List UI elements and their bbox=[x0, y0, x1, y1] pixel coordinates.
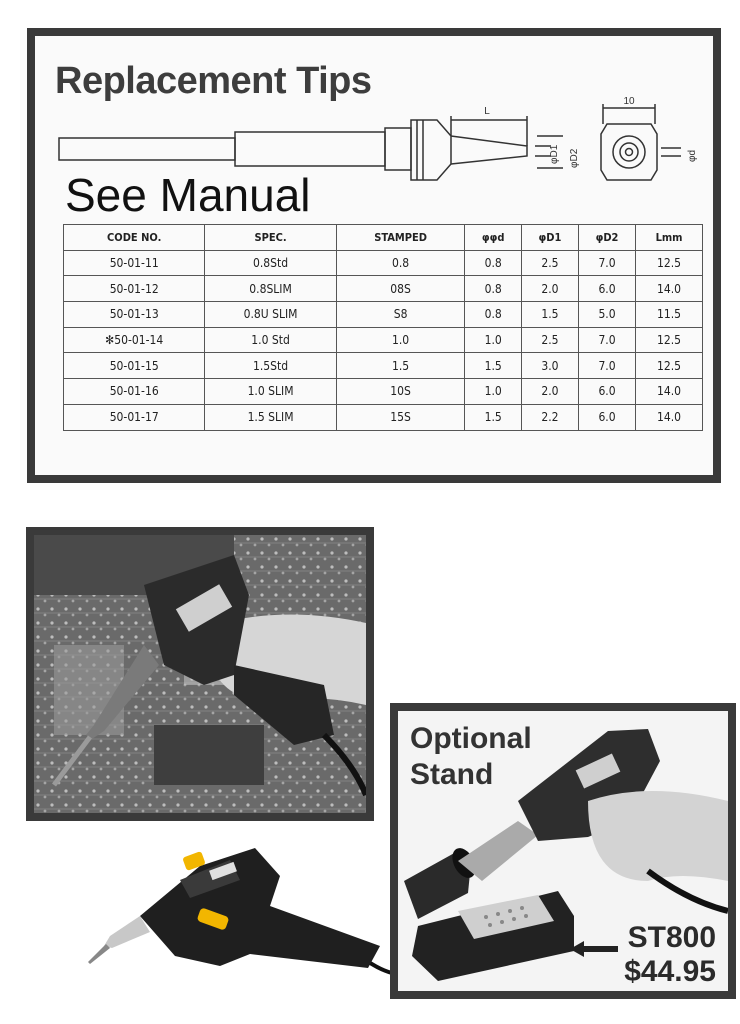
table-row bbox=[64, 379, 703, 405]
table-cell: 50-01-12 bbox=[64, 276, 205, 302]
desoldering-photo-illustration bbox=[34, 535, 366, 813]
table-row bbox=[64, 276, 703, 302]
table-header-cell: CODE NO. bbox=[64, 225, 205, 251]
replacement-tips-title: Replacement Tips bbox=[55, 60, 372, 102]
table-cell: 14.0 bbox=[636, 404, 703, 430]
see-manual-text: See Manual bbox=[65, 169, 311, 221]
tip-spec-table bbox=[63, 224, 703, 431]
arrow-left-icon bbox=[570, 939, 618, 959]
table-header-cell: φD2 bbox=[578, 225, 635, 251]
table-header-cell: φφd bbox=[465, 225, 521, 251]
table-cell: 1.0 SLIM bbox=[205, 379, 336, 405]
table-cell: 11.5 bbox=[636, 302, 703, 328]
table-cell: 0.8Std bbox=[205, 250, 336, 276]
replacement-tips-panel bbox=[27, 28, 721, 483]
table-header-cell: SPEC. bbox=[205, 225, 336, 251]
dim-l-label: L bbox=[484, 106, 490, 117]
table-cell: 1.5 bbox=[465, 404, 521, 430]
table-row bbox=[64, 302, 703, 328]
table-header-row bbox=[64, 225, 703, 251]
table-cell: 1.0 bbox=[465, 379, 521, 405]
desoldering-gun-image bbox=[80, 836, 400, 996]
desoldering-photo bbox=[26, 527, 374, 821]
dim-10-label: 10 bbox=[623, 96, 635, 107]
model-number: ST800 bbox=[627, 921, 716, 954]
table-cell: 0.8 bbox=[465, 250, 521, 276]
table-cell: 0.8SLIM bbox=[205, 276, 336, 302]
table-cell: 0.8U SLIM bbox=[205, 302, 336, 328]
table-cell: 0.8 bbox=[336, 250, 465, 276]
table-row bbox=[64, 250, 703, 276]
table-cell: 12.5 bbox=[636, 353, 703, 379]
dim-d-label: φd bbox=[687, 149, 698, 162]
table-cell: 7.0 bbox=[578, 353, 635, 379]
dim-d1-label: φD1 bbox=[549, 144, 560, 164]
table-cell: 2.5 bbox=[521, 327, 578, 353]
table-cell: 6.0 bbox=[578, 276, 635, 302]
table-cell: 1.5 bbox=[465, 353, 521, 379]
table-cell: 2.2 bbox=[521, 404, 578, 430]
table-cell: 2.0 bbox=[521, 276, 578, 302]
price-box bbox=[624, 921, 716, 989]
price: $44.95 bbox=[624, 955, 716, 988]
table-header-cell: Lmm bbox=[636, 225, 703, 251]
table-cell: 1.5 bbox=[336, 353, 465, 379]
table-cell: 1.0 Std bbox=[205, 327, 336, 353]
table-cell: 3.0 bbox=[521, 353, 578, 379]
table-cell: 1.5Std bbox=[205, 353, 336, 379]
table-cell: S8 bbox=[336, 302, 465, 328]
table-row bbox=[64, 327, 703, 353]
table-cell: 0.8 bbox=[465, 302, 521, 328]
table-cell: 50-01-11 bbox=[64, 250, 205, 276]
table-cell: 15S bbox=[336, 404, 465, 430]
table-cell: 50-01-13 bbox=[64, 302, 205, 328]
table-cell: 2.0 bbox=[521, 379, 578, 405]
table-cell: 12.5 bbox=[636, 250, 703, 276]
table-cell: ✻50-01-14 bbox=[64, 327, 205, 353]
table-cell: 0.8 bbox=[465, 276, 521, 302]
stand-text: Stand bbox=[410, 758, 494, 791]
table-cell: 1.5 bbox=[521, 302, 578, 328]
table-cell: 50-01-15 bbox=[64, 353, 205, 379]
optional-stand-label bbox=[410, 721, 570, 793]
table-cell: 6.0 bbox=[578, 379, 635, 405]
table-cell: 12.5 bbox=[636, 327, 703, 353]
optional-stand-panel bbox=[390, 703, 736, 999]
table-cell: 1.5 SLIM bbox=[205, 404, 336, 430]
table-cell: 50-01-17 bbox=[64, 404, 205, 430]
table-cell: 14.0 bbox=[636, 379, 703, 405]
table-cell: 2.5 bbox=[521, 250, 578, 276]
table-row bbox=[64, 353, 703, 379]
table-cell: 50-01-16 bbox=[64, 379, 205, 405]
table-cell: 1.0 bbox=[465, 327, 521, 353]
optional-text: Optional bbox=[410, 722, 532, 755]
table-cell: 10S bbox=[336, 379, 465, 405]
dim-d2-label: φD2 bbox=[569, 148, 580, 168]
table-cell: 6.0 bbox=[578, 404, 635, 430]
table-cell: 7.0 bbox=[578, 250, 635, 276]
table-cell: 08S bbox=[336, 276, 465, 302]
table-header-cell: STAMPED bbox=[336, 225, 465, 251]
table-header-cell: φD1 bbox=[521, 225, 578, 251]
table-cell: 1.0 bbox=[336, 327, 465, 353]
table-cell: 14.0 bbox=[636, 276, 703, 302]
table-row bbox=[64, 404, 703, 430]
table-cell: 5.0 bbox=[578, 302, 635, 328]
table-cell: 7.0 bbox=[578, 327, 635, 353]
